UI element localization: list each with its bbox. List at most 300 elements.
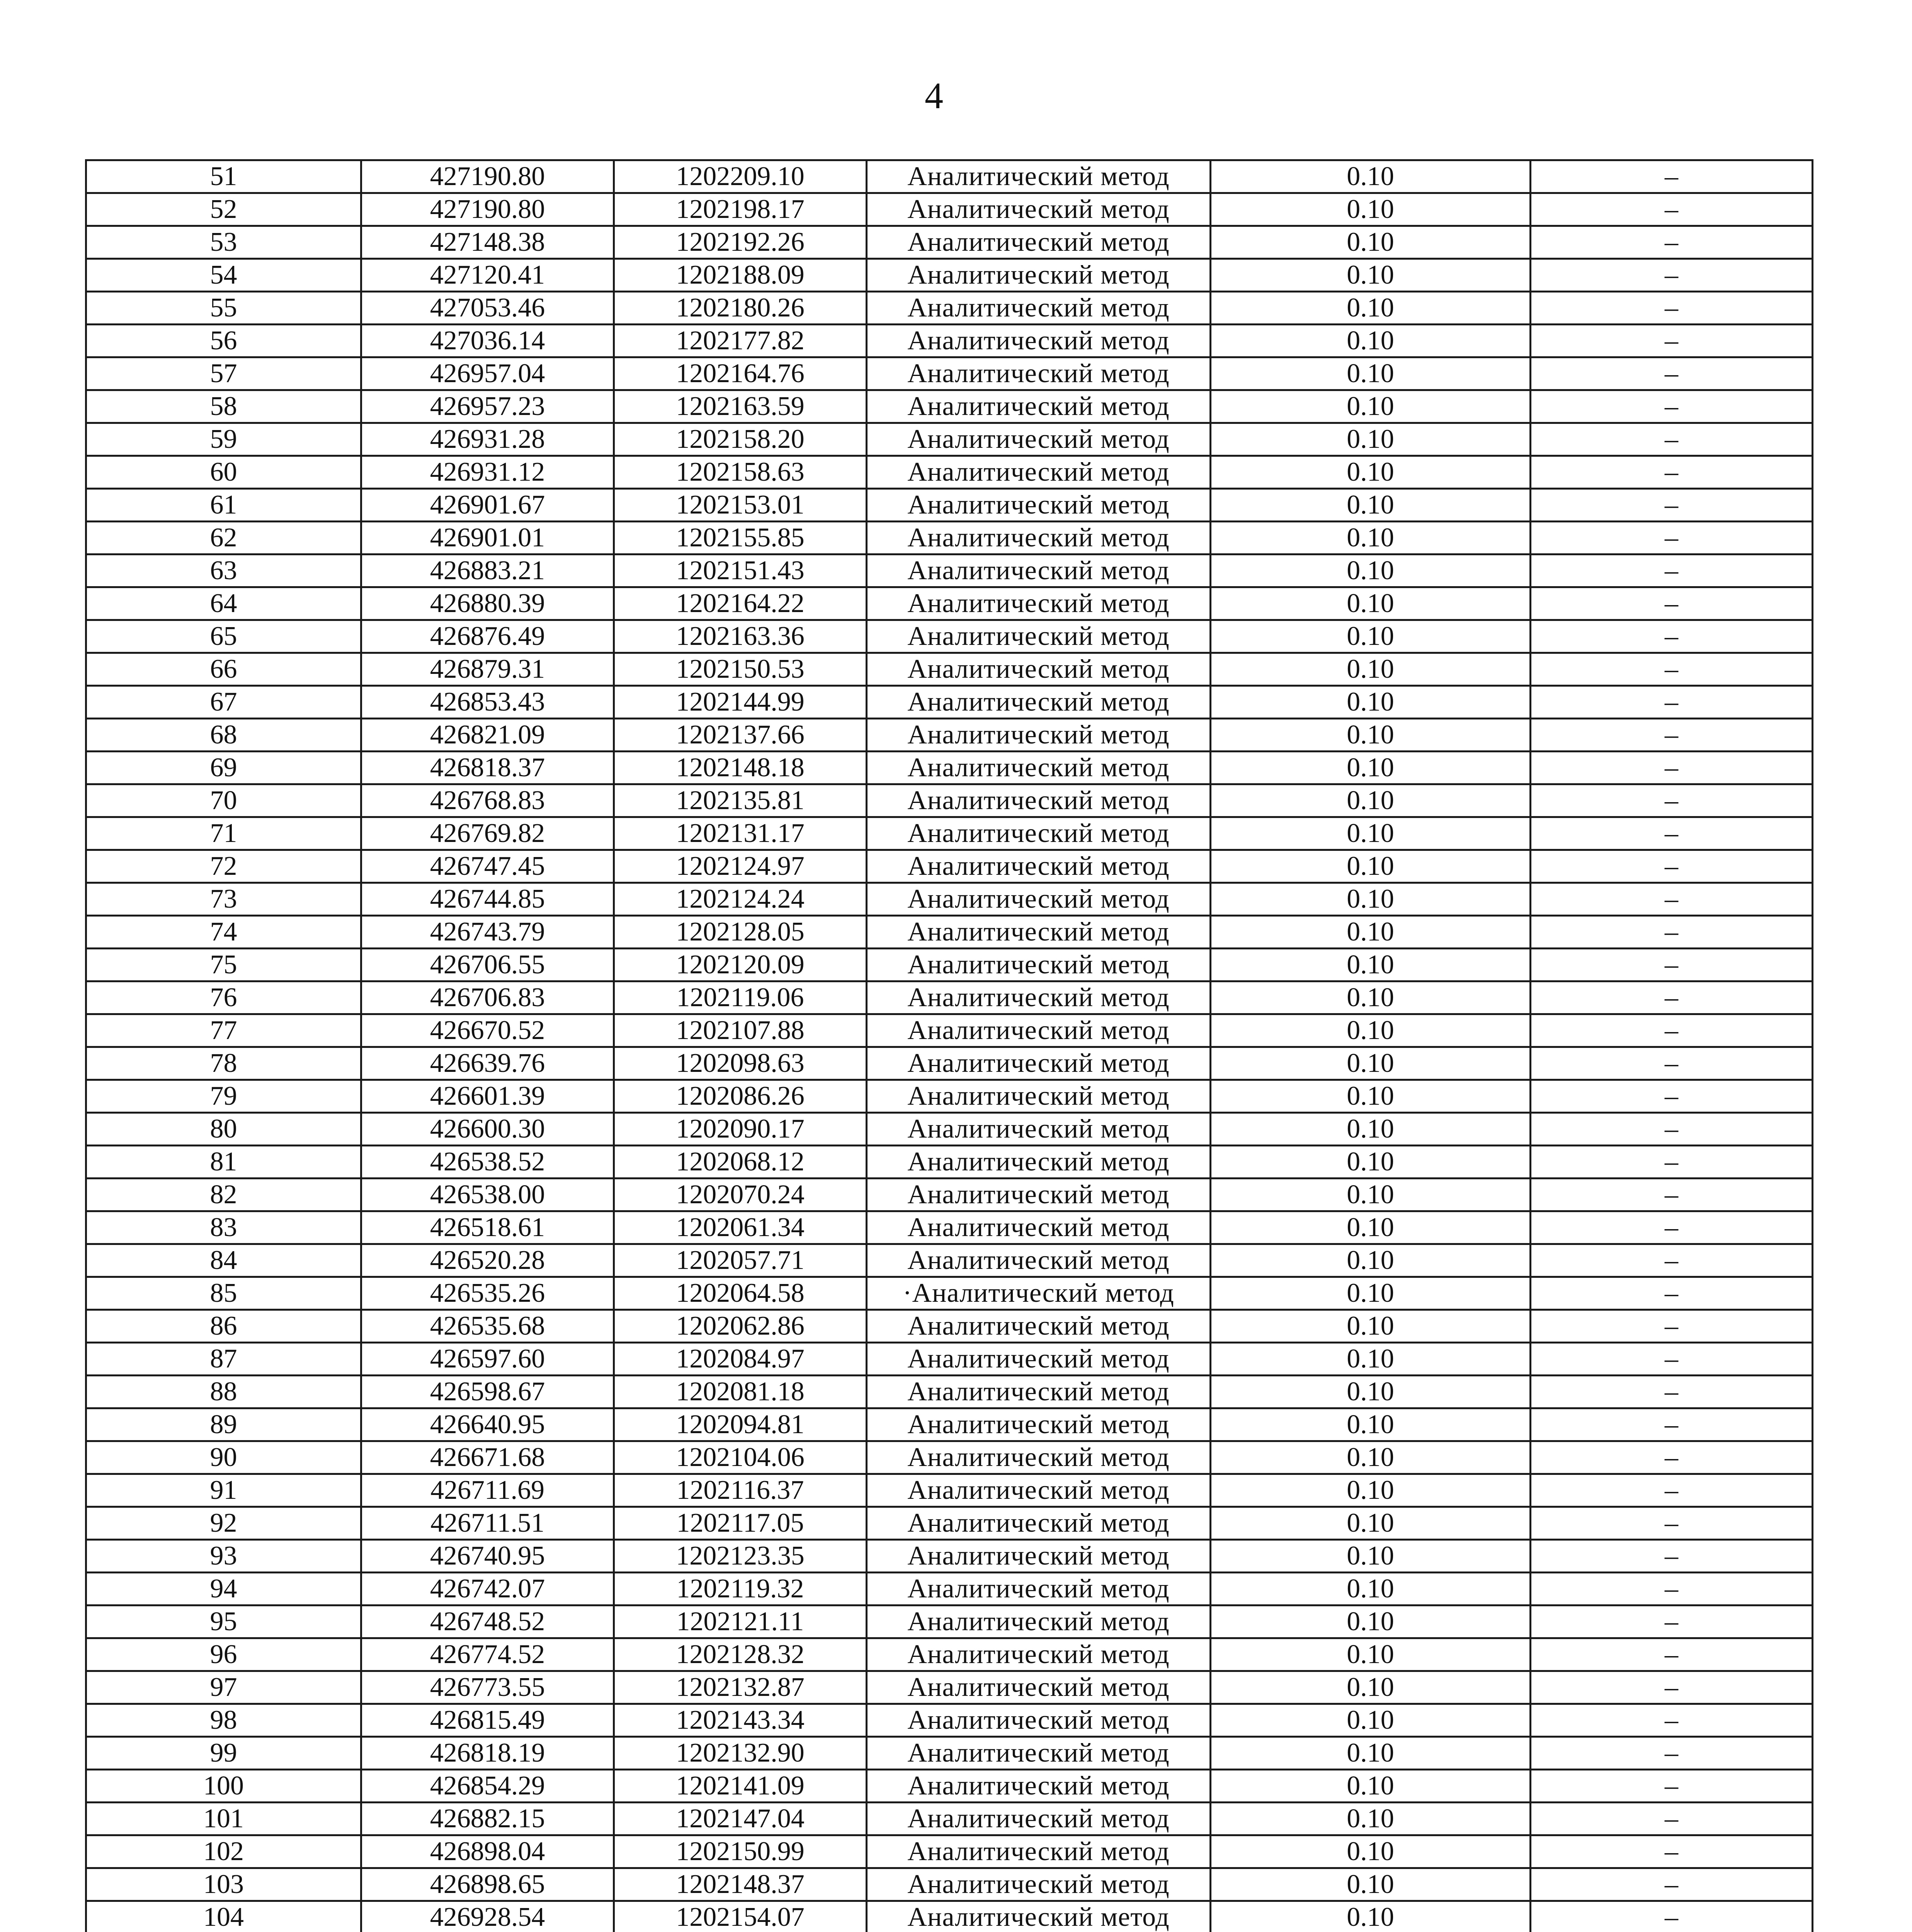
- method-cell: Аналитический метод: [867, 1507, 1211, 1540]
- point-number-cell: 71: [86, 817, 361, 850]
- note-cell: –: [1531, 1408, 1813, 1441]
- point-number-cell: 65: [86, 620, 361, 653]
- table-row: [86, 1277, 1813, 1310]
- note-cell: –: [1531, 686, 1813, 719]
- accuracy-cell: 0.10: [1211, 850, 1531, 883]
- accuracy-cell: 0.10: [1211, 1047, 1531, 1080]
- accuracy-cell: 0.10: [1211, 1803, 1531, 1835]
- accuracy-cell: 0.10: [1211, 423, 1531, 456]
- y-coordinate-cell: 1202164.76: [614, 357, 867, 390]
- note-cell: –: [1531, 1047, 1813, 1080]
- point-number-cell: 52: [86, 193, 361, 226]
- table-row: [86, 554, 1813, 587]
- accuracy-cell: 0.10: [1211, 1014, 1531, 1047]
- accuracy-cell: 0.10: [1211, 1868, 1531, 1901]
- method-cell: Аналитический метод: [867, 1540, 1211, 1573]
- method-cell: Аналитический метод: [867, 587, 1211, 620]
- point-number-cell: 72: [86, 850, 361, 883]
- x-coordinate-cell: 426883.21: [361, 554, 614, 587]
- accuracy-cell: 0.10: [1211, 1310, 1531, 1343]
- table-row: [86, 1638, 1813, 1671]
- table-row: [86, 1146, 1813, 1179]
- method-cell: Аналитический метод: [867, 522, 1211, 554]
- note-cell: –: [1531, 981, 1813, 1014]
- point-number-cell: 74: [86, 916, 361, 949]
- point-number-cell: 60: [86, 456, 361, 489]
- point-number-cell: 99: [86, 1737, 361, 1770]
- coordinates-table: [85, 159, 1813, 1932]
- x-coordinate-cell: 426768.83: [361, 784, 614, 817]
- note-cell: –: [1531, 1343, 1813, 1376]
- table-row: [86, 1244, 1813, 1277]
- x-coordinate-cell: 426882.15: [361, 1803, 614, 1835]
- accuracy-cell: 0.10: [1211, 686, 1531, 719]
- x-coordinate-cell: 426818.37: [361, 752, 614, 784]
- table-row: [86, 1474, 1813, 1507]
- point-number-cell: 95: [86, 1605, 361, 1638]
- point-number-cell: 53: [86, 226, 361, 259]
- method-cell: Аналитический метод: [867, 1737, 1211, 1770]
- table-row: [86, 1179, 1813, 1211]
- point-number-cell: 64: [86, 587, 361, 620]
- table-row: [86, 456, 1813, 489]
- table-row: [86, 1868, 1813, 1901]
- y-coordinate-cell: 1202137.66: [614, 719, 867, 752]
- method-cell: Аналитический метод: [867, 554, 1211, 587]
- method-cell: Аналитический метод: [867, 1047, 1211, 1080]
- x-coordinate-cell: 426815.49: [361, 1704, 614, 1737]
- y-coordinate-cell: 1202148.37: [614, 1868, 867, 1901]
- y-coordinate-cell: 1202081.18: [614, 1376, 867, 1408]
- table-row: [86, 1901, 1813, 1932]
- point-number-cell: 97: [86, 1671, 361, 1704]
- point-number-cell: 88: [86, 1376, 361, 1408]
- accuracy-cell: 0.10: [1211, 1277, 1531, 1310]
- method-cell: ·Аналитический метод: [867, 1277, 1211, 1310]
- table-row: [86, 1376, 1813, 1408]
- point-number-cell: 51: [86, 160, 361, 193]
- point-number-cell: 102: [86, 1835, 361, 1868]
- y-coordinate-cell: 1202084.97: [614, 1343, 867, 1376]
- table-row: [86, 193, 1813, 226]
- point-number-cell: 66: [86, 653, 361, 686]
- x-coordinate-cell: 426818.19: [361, 1737, 614, 1770]
- point-number-cell: 81: [86, 1146, 361, 1179]
- point-number-cell: 89: [86, 1408, 361, 1441]
- method-cell: Аналитический метод: [867, 292, 1211, 325]
- x-coordinate-cell: 426821.09: [361, 719, 614, 752]
- table-row: [86, 1014, 1813, 1047]
- note-cell: –: [1531, 1803, 1813, 1835]
- note-cell: –: [1531, 292, 1813, 325]
- x-coordinate-cell: 426747.45: [361, 850, 614, 883]
- point-number-cell: 63: [86, 554, 361, 587]
- note-cell: –: [1531, 1474, 1813, 1507]
- y-coordinate-cell: 1202150.53: [614, 653, 867, 686]
- x-coordinate-cell: 426743.79: [361, 916, 614, 949]
- x-coordinate-cell: 427036.14: [361, 325, 614, 357]
- point-number-cell: 79: [86, 1080, 361, 1113]
- x-coordinate-cell: 426711.69: [361, 1474, 614, 1507]
- method-cell: Аналитический метод: [867, 1343, 1211, 1376]
- point-number-cell: 82: [86, 1179, 361, 1211]
- note-cell: –: [1531, 850, 1813, 883]
- accuracy-cell: 0.10: [1211, 193, 1531, 226]
- accuracy-cell: 0.10: [1211, 719, 1531, 752]
- note-cell: –: [1531, 193, 1813, 226]
- point-number-cell: 94: [86, 1573, 361, 1605]
- x-coordinate-cell: 426535.68: [361, 1310, 614, 1343]
- point-number-cell: 57: [86, 357, 361, 390]
- table-row: [86, 292, 1813, 325]
- x-coordinate-cell: 426640.95: [361, 1408, 614, 1441]
- method-cell: Аналитический метод: [867, 1310, 1211, 1343]
- x-coordinate-cell: 426600.30: [361, 1113, 614, 1146]
- accuracy-cell: 0.10: [1211, 522, 1531, 554]
- accuracy-cell: 0.10: [1211, 456, 1531, 489]
- method-cell: Аналитический метод: [867, 1376, 1211, 1408]
- note-cell: –: [1531, 949, 1813, 981]
- x-coordinate-cell: 427190.80: [361, 160, 614, 193]
- note-cell: –: [1531, 1901, 1813, 1932]
- note-cell: –: [1531, 1770, 1813, 1803]
- accuracy-cell: 0.10: [1211, 587, 1531, 620]
- point-number-cell: 55: [86, 292, 361, 325]
- page-number: 4: [925, 75, 943, 116]
- table-row: [86, 390, 1813, 423]
- x-coordinate-cell: 426901.67: [361, 489, 614, 522]
- accuracy-cell: 0.10: [1211, 160, 1531, 193]
- accuracy-cell: 0.10: [1211, 554, 1531, 587]
- table-row: [86, 883, 1813, 916]
- x-coordinate-cell: 426711.51: [361, 1507, 614, 1540]
- x-coordinate-cell: 427148.38: [361, 226, 614, 259]
- x-coordinate-cell: 426598.67: [361, 1376, 614, 1408]
- accuracy-cell: 0.10: [1211, 1146, 1531, 1179]
- table-row: [86, 226, 1813, 259]
- x-coordinate-cell: 426898.04: [361, 1835, 614, 1868]
- note-cell: –: [1531, 719, 1813, 752]
- y-coordinate-cell: 1202150.99: [614, 1835, 867, 1868]
- x-coordinate-cell: 426670.52: [361, 1014, 614, 1047]
- y-coordinate-cell: 1202120.09: [614, 949, 867, 981]
- y-coordinate-cell: 1202198.17: [614, 193, 867, 226]
- table-row: [86, 916, 1813, 949]
- accuracy-cell: 0.10: [1211, 1835, 1531, 1868]
- coordinates-table-body: [86, 160, 1813, 1932]
- table-row: [86, 719, 1813, 752]
- accuracy-cell: 0.10: [1211, 226, 1531, 259]
- x-coordinate-cell: 426931.12: [361, 456, 614, 489]
- method-cell: Аналитический метод: [867, 752, 1211, 784]
- accuracy-cell: 0.10: [1211, 883, 1531, 916]
- accuracy-cell: 0.10: [1211, 1211, 1531, 1244]
- note-cell: –: [1531, 554, 1813, 587]
- note-cell: –: [1531, 1244, 1813, 1277]
- table-row: [86, 1113, 1813, 1146]
- y-coordinate-cell: 1202064.58: [614, 1277, 867, 1310]
- table-row: [86, 1540, 1813, 1573]
- method-cell: Аналитический метод: [867, 1441, 1211, 1474]
- table-row: [86, 259, 1813, 292]
- method-cell: Аналитический метод: [867, 259, 1211, 292]
- y-coordinate-cell: 1202147.04: [614, 1803, 867, 1835]
- method-cell: Аналитический метод: [867, 160, 1211, 193]
- table-row: [86, 1671, 1813, 1704]
- x-coordinate-cell: 426773.55: [361, 1671, 614, 1704]
- note-cell: –: [1531, 259, 1813, 292]
- method-cell: Аналитический метод: [867, 1605, 1211, 1638]
- x-coordinate-cell: 426742.07: [361, 1573, 614, 1605]
- table-row: [86, 587, 1813, 620]
- note-cell: –: [1531, 784, 1813, 817]
- accuracy-cell: 0.10: [1211, 1638, 1531, 1671]
- note-cell: –: [1531, 1737, 1813, 1770]
- point-number-cell: 100: [86, 1770, 361, 1803]
- accuracy-cell: 0.10: [1211, 949, 1531, 981]
- table-row: [86, 752, 1813, 784]
- x-coordinate-cell: 426880.39: [361, 587, 614, 620]
- point-number-cell: 78: [86, 1047, 361, 1080]
- table-row: [86, 1737, 1813, 1770]
- method-cell: Аналитический метод: [867, 1014, 1211, 1047]
- accuracy-cell: 0.10: [1211, 1573, 1531, 1605]
- y-coordinate-cell: 1202131.17: [614, 817, 867, 850]
- accuracy-cell: 0.10: [1211, 1737, 1531, 1770]
- x-coordinate-cell: 426769.82: [361, 817, 614, 850]
- note-cell: –: [1531, 620, 1813, 653]
- point-number-cell: 90: [86, 1441, 361, 1474]
- y-coordinate-cell: 1202209.10: [614, 160, 867, 193]
- method-cell: Аналитический метод: [867, 686, 1211, 719]
- accuracy-cell: 0.10: [1211, 1408, 1531, 1441]
- point-number-cell: 68: [86, 719, 361, 752]
- point-number-cell: 104: [86, 1901, 361, 1932]
- y-coordinate-cell: 1202158.63: [614, 456, 867, 489]
- table-row: [86, 850, 1813, 883]
- y-coordinate-cell: 1202144.99: [614, 686, 867, 719]
- y-coordinate-cell: 1202119.06: [614, 981, 867, 1014]
- x-coordinate-cell: 426597.60: [361, 1343, 614, 1376]
- y-coordinate-cell: 1202143.34: [614, 1704, 867, 1737]
- method-cell: Аналитический метод: [867, 916, 1211, 949]
- method-cell: Аналитический метод: [867, 784, 1211, 817]
- x-coordinate-cell: 426774.52: [361, 1638, 614, 1671]
- table-row: [86, 817, 1813, 850]
- x-coordinate-cell: 426748.52: [361, 1605, 614, 1638]
- accuracy-cell: 0.10: [1211, 1441, 1531, 1474]
- y-coordinate-cell: 1202154.07: [614, 1901, 867, 1932]
- note-cell: –: [1531, 1376, 1813, 1408]
- y-coordinate-cell: 1202158.20: [614, 423, 867, 456]
- note-cell: –: [1531, 1310, 1813, 1343]
- x-coordinate-cell: 426879.31: [361, 653, 614, 686]
- x-coordinate-cell: 426740.95: [361, 1540, 614, 1573]
- y-coordinate-cell: 1202135.81: [614, 784, 867, 817]
- table-row: [86, 653, 1813, 686]
- point-number-cell: 85: [86, 1277, 361, 1310]
- table-row: [86, 949, 1813, 981]
- point-number-cell: 54: [86, 259, 361, 292]
- method-cell: Аналитический метод: [867, 1573, 1211, 1605]
- point-number-cell: 91: [86, 1474, 361, 1507]
- table-row: [86, 1803, 1813, 1835]
- x-coordinate-cell: 426898.65: [361, 1868, 614, 1901]
- note-cell: –: [1531, 522, 1813, 554]
- method-cell: Аналитический метод: [867, 1146, 1211, 1179]
- point-number-cell: 98: [86, 1704, 361, 1737]
- note-cell: –: [1531, 160, 1813, 193]
- x-coordinate-cell: 426957.23: [361, 390, 614, 423]
- point-number-cell: 73: [86, 883, 361, 916]
- note-cell: –: [1531, 226, 1813, 259]
- table-row: [86, 1605, 1813, 1638]
- accuracy-cell: 0.10: [1211, 390, 1531, 423]
- x-coordinate-cell: 426928.54: [361, 1901, 614, 1932]
- method-cell: Аналитический метод: [867, 1704, 1211, 1737]
- accuracy-cell: 0.10: [1211, 1244, 1531, 1277]
- accuracy-cell: 0.10: [1211, 752, 1531, 784]
- y-coordinate-cell: 1202107.88: [614, 1014, 867, 1047]
- table-row: [86, 489, 1813, 522]
- table-row: [86, 620, 1813, 653]
- method-cell: Аналитический метод: [867, 489, 1211, 522]
- point-number-cell: 61: [86, 489, 361, 522]
- method-cell: Аналитический метод: [867, 1803, 1211, 1835]
- x-coordinate-cell: 426744.85: [361, 883, 614, 916]
- note-cell: –: [1531, 1835, 1813, 1868]
- x-coordinate-cell: 426601.39: [361, 1080, 614, 1113]
- note-cell: –: [1531, 1507, 1813, 1540]
- method-cell: Аналитический метод: [867, 1244, 1211, 1277]
- method-cell: Аналитический метод: [867, 883, 1211, 916]
- method-cell: Аналитический метод: [867, 1770, 1211, 1803]
- y-coordinate-cell: 1202124.24: [614, 883, 867, 916]
- method-cell: Аналитический метод: [867, 193, 1211, 226]
- accuracy-cell: 0.10: [1211, 1474, 1531, 1507]
- point-number-cell: 58: [86, 390, 361, 423]
- table-row: [86, 1573, 1813, 1605]
- point-number-cell: 76: [86, 981, 361, 1014]
- note-cell: –: [1531, 1605, 1813, 1638]
- table-row: [86, 1080, 1813, 1113]
- method-cell: Аналитический метод: [867, 850, 1211, 883]
- method-cell: Аналитический метод: [867, 719, 1211, 752]
- x-coordinate-cell: 427120.41: [361, 259, 614, 292]
- y-coordinate-cell: 1202119.32: [614, 1573, 867, 1605]
- table-row: [86, 522, 1813, 554]
- x-coordinate-cell: 426639.76: [361, 1047, 614, 1080]
- method-cell: Аналитический метод: [867, 1474, 1211, 1507]
- accuracy-cell: 0.10: [1211, 357, 1531, 390]
- table-row: [86, 1310, 1813, 1343]
- accuracy-cell: 0.10: [1211, 1507, 1531, 1540]
- y-coordinate-cell: 1202070.24: [614, 1179, 867, 1211]
- method-cell: Аналитический метод: [867, 1901, 1211, 1932]
- table-row: [86, 1835, 1813, 1868]
- accuracy-cell: 0.10: [1211, 1901, 1531, 1932]
- table-row: [86, 357, 1813, 390]
- y-coordinate-cell: 1202132.90: [614, 1737, 867, 1770]
- x-coordinate-cell: 426876.49: [361, 620, 614, 653]
- accuracy-cell: 0.10: [1211, 1179, 1531, 1211]
- y-coordinate-cell: 1202116.37: [614, 1474, 867, 1507]
- point-number-cell: 62: [86, 522, 361, 554]
- method-cell: Аналитический метод: [867, 1868, 1211, 1901]
- note-cell: –: [1531, 325, 1813, 357]
- x-coordinate-cell: 426520.28: [361, 1244, 614, 1277]
- note-cell: –: [1531, 1868, 1813, 1901]
- x-coordinate-cell: 427190.80: [361, 193, 614, 226]
- note-cell: –: [1531, 1211, 1813, 1244]
- accuracy-cell: 0.10: [1211, 1376, 1531, 1408]
- y-coordinate-cell: 1202153.01: [614, 489, 867, 522]
- x-coordinate-cell: 426706.83: [361, 981, 614, 1014]
- y-coordinate-cell: 1202163.36: [614, 620, 867, 653]
- point-number-cell: 84: [86, 1244, 361, 1277]
- table-row: [86, 160, 1813, 193]
- y-coordinate-cell: 1202163.59: [614, 390, 867, 423]
- accuracy-cell: 0.10: [1211, 325, 1531, 357]
- method-cell: Аналитический метод: [867, 325, 1211, 357]
- table-row: [86, 1507, 1813, 1540]
- accuracy-cell: 0.10: [1211, 259, 1531, 292]
- note-cell: –: [1531, 1146, 1813, 1179]
- x-coordinate-cell: 426853.43: [361, 686, 614, 719]
- y-coordinate-cell: 1202117.05: [614, 1507, 867, 1540]
- table-row: [86, 423, 1813, 456]
- x-coordinate-cell: 426671.68: [361, 1441, 614, 1474]
- point-number-cell: 87: [86, 1343, 361, 1376]
- y-coordinate-cell: 1202057.71: [614, 1244, 867, 1277]
- y-coordinate-cell: 1202068.12: [614, 1146, 867, 1179]
- note-cell: –: [1531, 390, 1813, 423]
- method-cell: Аналитический метод: [867, 949, 1211, 981]
- accuracy-cell: 0.10: [1211, 1540, 1531, 1573]
- accuracy-cell: 0.10: [1211, 1770, 1531, 1803]
- accuracy-cell: 0.10: [1211, 653, 1531, 686]
- accuracy-cell: 0.10: [1211, 1671, 1531, 1704]
- y-coordinate-cell: 1202151.43: [614, 554, 867, 587]
- point-number-cell: 96: [86, 1638, 361, 1671]
- y-coordinate-cell: 1202098.63: [614, 1047, 867, 1080]
- y-coordinate-cell: 1202188.09: [614, 259, 867, 292]
- point-number-cell: 67: [86, 686, 361, 719]
- y-coordinate-cell: 1202164.22: [614, 587, 867, 620]
- note-cell: –: [1531, 1671, 1813, 1704]
- table-row: [86, 686, 1813, 719]
- note-cell: –: [1531, 1113, 1813, 1146]
- note-cell: –: [1531, 653, 1813, 686]
- point-number-cell: 56: [86, 325, 361, 357]
- y-coordinate-cell: 1202128.32: [614, 1638, 867, 1671]
- note-cell: –: [1531, 1080, 1813, 1113]
- table-row: [86, 1343, 1813, 1376]
- note-cell: –: [1531, 1014, 1813, 1047]
- method-cell: Аналитический метод: [867, 1671, 1211, 1704]
- method-cell: Аналитический метод: [867, 981, 1211, 1014]
- y-coordinate-cell: 1202061.34: [614, 1211, 867, 1244]
- method-cell: Аналитический метод: [867, 456, 1211, 489]
- point-number-cell: 92: [86, 1507, 361, 1540]
- y-coordinate-cell: 1202132.87: [614, 1671, 867, 1704]
- note-cell: –: [1531, 456, 1813, 489]
- y-coordinate-cell: 1202180.26: [614, 292, 867, 325]
- y-coordinate-cell: 1202141.09: [614, 1770, 867, 1803]
- point-number-cell: 93: [86, 1540, 361, 1573]
- accuracy-cell: 0.10: [1211, 1343, 1531, 1376]
- y-coordinate-cell: 1202192.26: [614, 226, 867, 259]
